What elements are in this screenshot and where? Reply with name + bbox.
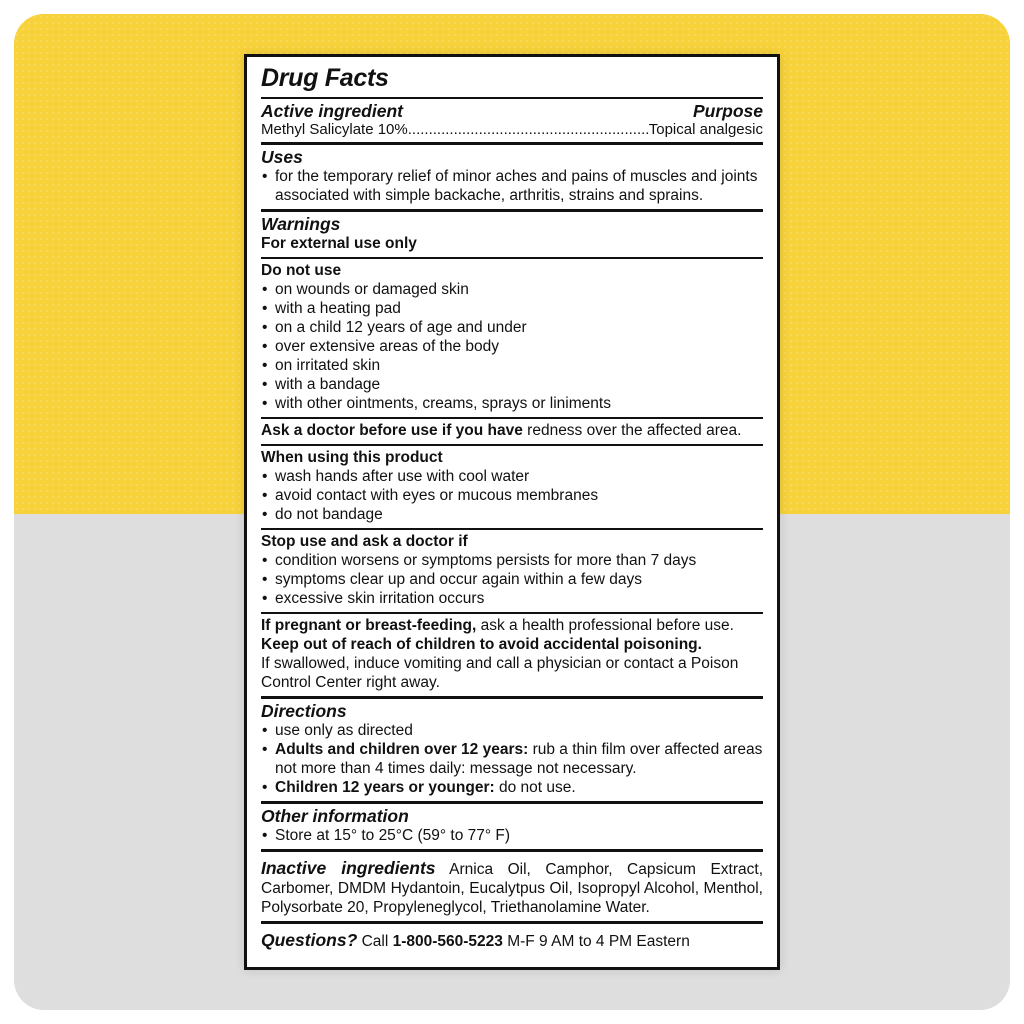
list-item: • Store at 15° to 25°C (59° to 77° F) bbox=[261, 826, 763, 845]
list-item: • Children 12 years or younger: do not use. bbox=[261, 778, 763, 797]
do-not-use-list bbox=[261, 280, 763, 413]
questions-section bbox=[261, 924, 763, 955]
dot-leader bbox=[408, 121, 649, 138]
list-item: • with other ointments, creams, sprays or liniments bbox=[261, 394, 763, 413]
list-item: • on irritated skin bbox=[261, 356, 763, 375]
list-item: • do not bandage bbox=[261, 505, 763, 524]
list-item: • excessive skin irritation occurs bbox=[261, 589, 763, 608]
warnings-heading: Warnings bbox=[261, 214, 341, 234]
swallowed-text: If swallowed, induce vomiting and call a physician or contact a Poison Control Center right away. bbox=[261, 655, 739, 691]
active-ingredient-section bbox=[261, 99, 763, 145]
other-information-heading: Other information bbox=[261, 806, 409, 826]
uses-section bbox=[261, 145, 763, 212]
when-using-list bbox=[261, 467, 763, 524]
when-using-heading: When using this product bbox=[261, 449, 443, 466]
ingredient-name: Methyl Salicylate 10% bbox=[261, 121, 408, 138]
stop-use-list bbox=[261, 551, 763, 608]
list-item: • over extensive areas of the body bbox=[261, 337, 763, 356]
warnings-header-section bbox=[261, 212, 763, 259]
title-section bbox=[261, 61, 763, 99]
label-title: Drug Facts bbox=[261, 64, 389, 92]
phone-number: 1-800-560-5223 bbox=[392, 933, 503, 950]
pregnancy-text: If pregnant or breast-feeding, ask a health professional before use. bbox=[261, 617, 734, 634]
ask-doctor-section bbox=[261, 419, 763, 446]
list-item: • Adults and children over 12 years: rub a thin film over affected areas not more than 4 times daily: message not necessary. bbox=[261, 740, 763, 778]
inactive-ingredients-text: Inactive ingredients Arnica Oil, Camphor, Capsicum Extract, Carbomer, DMDM Hydantoin, Eucalytpus Oil, Isopropyl Alcohol, Menthol, Polysorbate 20, Propyleneglycol, Triethanolamine Water. bbox=[261, 858, 763, 916]
list-item: • symptoms clear up and occur again within a few days bbox=[261, 570, 763, 589]
stop-use-heading: Stop use and ask a doctor if bbox=[261, 533, 468, 550]
purpose-heading: Purpose bbox=[692, 101, 763, 121]
directions-heading: Directions bbox=[261, 701, 347, 721]
do-not-use-heading: Do not use bbox=[261, 262, 342, 279]
questions-text: Questions? Call 1-800-560-5223 M-F 9 AM to 4 PM Eastern bbox=[261, 930, 690, 950]
directions-list bbox=[261, 721, 763, 797]
list-item: • avoid contact with eyes or mucous membranes bbox=[261, 486, 763, 505]
ingredient-purpose: Topical analgesic bbox=[648, 121, 763, 138]
list-item: • with a bandage bbox=[261, 375, 763, 394]
other-information-list bbox=[261, 826, 763, 845]
directions-section bbox=[261, 699, 763, 804]
list-item: • on wounds or damaged skin bbox=[261, 280, 763, 299]
list-item: • wash hands after use with cool water bbox=[261, 467, 763, 486]
active-ingredient-heading: Active ingredient bbox=[261, 101, 403, 121]
active-header-row bbox=[261, 101, 763, 121]
questions-heading: Questions? bbox=[261, 930, 358, 950]
drug-facts-label bbox=[244, 54, 780, 970]
list-item: • use only as directed bbox=[261, 721, 763, 740]
ask-doctor-text: Ask a doctor before use if you have redness over the affected area. bbox=[261, 422, 742, 439]
inactive-ingredients-heading: Inactive ingredients bbox=[261, 858, 436, 878]
list-item: • with a heating pad bbox=[261, 299, 763, 318]
external-use-text: For external use only bbox=[261, 235, 417, 252]
inactive-ingredients-section bbox=[261, 852, 763, 924]
list-item: • condition worsens or symptoms persists for more than 7 days bbox=[261, 551, 763, 570]
other-information-section bbox=[261, 804, 763, 852]
when-using-section bbox=[261, 446, 763, 530]
keep-out-text: Keep out of reach of children to avoid accidental poisoning. bbox=[261, 636, 702, 653]
list-item: • for the temporary relief of minor aches and pains of muscles and joints associated with simple backache, arthritis, strains and sprains. bbox=[261, 167, 763, 205]
ingredient-row bbox=[261, 121, 763, 138]
do-not-use-section bbox=[261, 259, 763, 419]
list-item: • on a child 12 years of age and under bbox=[261, 318, 763, 337]
uses-list bbox=[261, 167, 763, 205]
uses-heading: Uses bbox=[261, 147, 303, 167]
stop-use-section bbox=[261, 530, 763, 614]
pregnancy-section bbox=[261, 614, 763, 699]
